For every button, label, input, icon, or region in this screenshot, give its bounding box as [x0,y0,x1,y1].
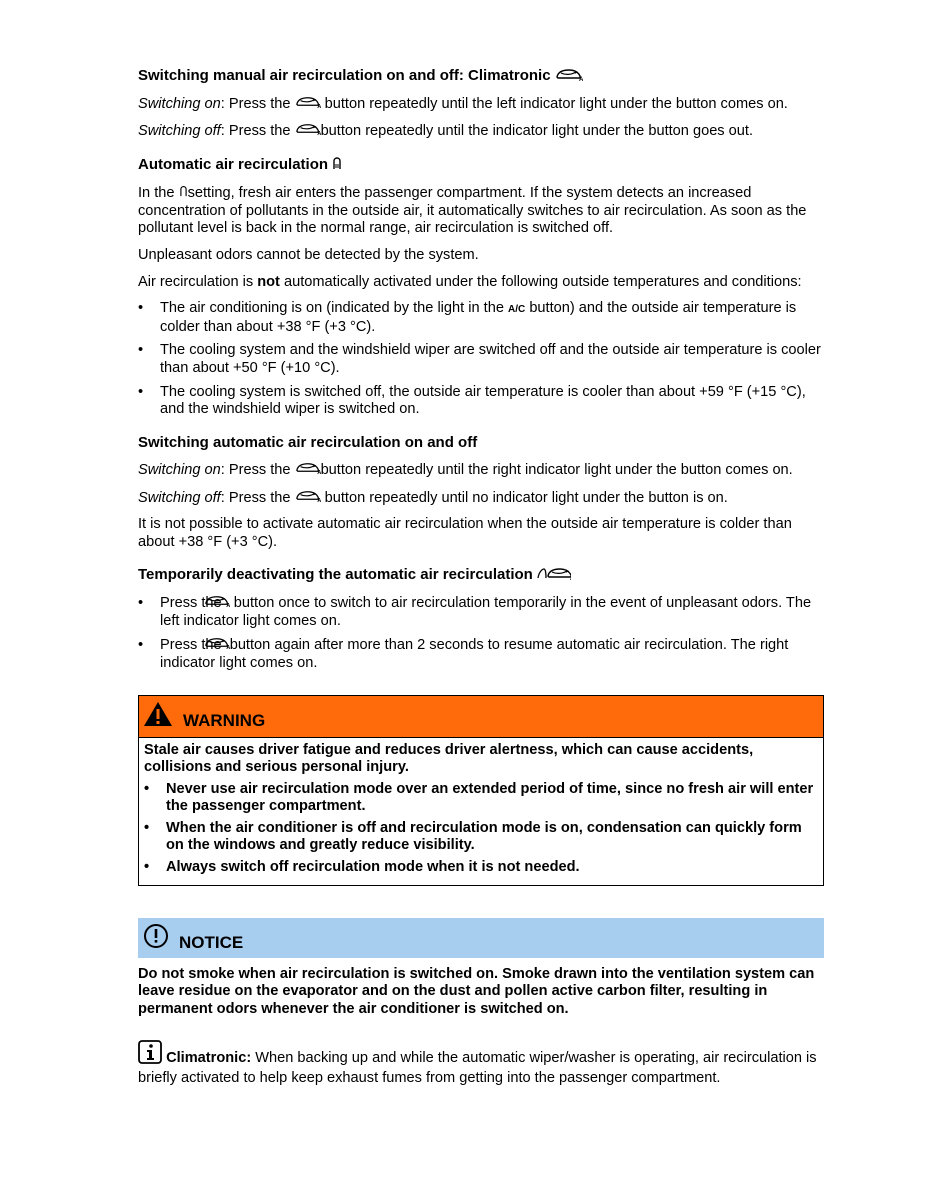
auto-recirculation-icon [537,566,571,585]
exclamation-circle-icon [143,923,169,953]
recirculation-car-icon [295,489,321,508]
warning-body [139,738,823,885]
section-heading: Automatic air recirculation [138,155,824,175]
list-item: • Always switch off recirculation mode when it is not needed. [144,858,580,875]
paragraph: Switching off: Press the button repeatedly until the indicator light under the button goes out. [138,123,754,140]
list-item: • Press the button again after more than 2 seconds to resume automatic air recirculation. The right indicator light comes on. [138,637,789,672]
auto-recirculation-icon [332,155,342,175]
info-icon [138,1040,162,1070]
recirculation-car-icon [295,461,321,480]
warning-label: WARNING [183,711,266,731]
list-item: • Press the button once to switch to air recirculation temporarily in the event of unpleasant odors. The left indicator light comes on. [138,595,812,629]
list-item: • The air conditioning is on (indicated by the light in the A/C button) and the outside air temperature is colder than about +38 °F (+3 °C). [138,300,797,335]
section-heading: Switching automatic air recirculation on and off [138,433,478,451]
paragraph: Switching on: Press the button repeatedly until the left indicator light under the button comes on. [138,95,788,112]
list-item: • The cooling system and the windshield wiper are switched off and the outside air temperature is cooler than about +50 °F (+10 °C). [138,342,821,376]
info-label: Climatronic: [166,1050,252,1067]
info-note: Climatronic: When backing up and while the automatic wiper/washer is operating, air recirculation is briefly activated to help keep exhaust fumes from getting into the passenger compartment. [138,1040,824,1087]
notice-text: Do not smoke when air recirculation is switched on. Smoke drawn into the ventilation system can leave residue on the evaporator and on the dust and pollen active carbon filter, resulting in permanent odors whenever the air conditioner is switched on. [138,965,815,1017]
notice-header [138,918,824,958]
list-item: • Never use air recirculation mode over an extended period of time, since no fresh air will enter the passenger compartment. [144,780,814,814]
auto-recirculation-icon [179,184,188,203]
list-item: • The cooling system is switched off, the outside air temperature is cooler than about +59 °F (+15 °C), and the windshield wiper is switched on. [138,383,806,418]
warning-header [139,696,823,738]
recirculation-car-icon [295,122,321,141]
notice-label: NOTICE [179,932,244,952]
recirculation-car-icon [295,95,321,114]
warning-box [138,695,824,886]
paragraph: Unpleasant odors cannot be detected by the system. [138,247,479,263]
recirculation-car-icon [555,67,583,86]
warning-intro: Stale air causes driver fatigue and reduces driver alertness, which can cause accidents, collisions and serious personal injury. [144,741,754,775]
paragraph: In the setting, fresh air enters the passenger compartment. If the system detects an increased concentration of pollutants in the outside air, it automatically switches to air recirculation. As soon as the pollutant level is back in the normal range, air recirculation is switched off. [138,185,807,237]
ac-button-label: A/C [508,304,526,316]
paragraph: It is not possible to activate automatic air recirculation when the outside air temperature is colder than about +38 °F (+3 °C). [138,516,792,550]
document-page [138,66,824,1088]
paragraph: Air recirculation is not automatically activated under the following outside temperatures and conditions: [138,273,802,290]
paragraph: Switching on: Press the button repeatedly until the right indicator light under the button comes on. [138,461,793,478]
section-heading: Temporarily deactivating the automatic air recirculation [138,565,824,585]
paragraph: Switching off: Press the button repeatedly until no indicator light under the button is on. [138,489,728,506]
warning-triangle-icon [143,701,173,731]
list-item: • When the air conditioner is off and recirculation mode is on, condensation can quickly form on the windows and greatly reduce visibility. [144,819,802,853]
section-heading: Switching manual air recirculation on and off: Climatronic [138,66,824,86]
